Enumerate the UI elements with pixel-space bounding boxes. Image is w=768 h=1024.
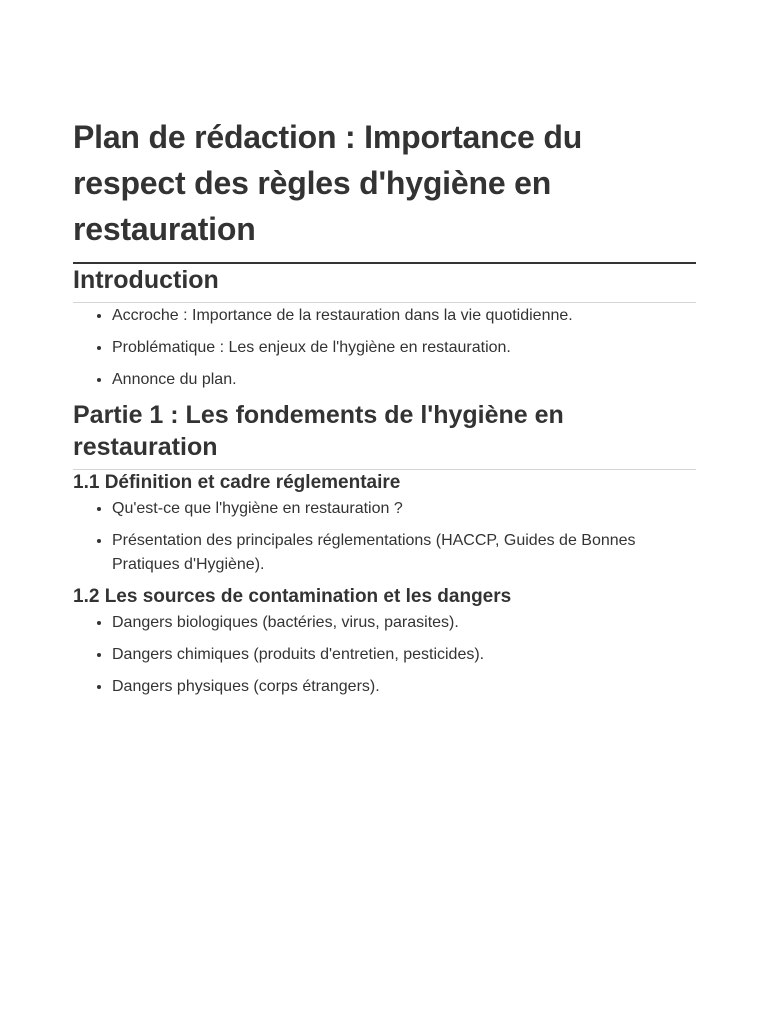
introduction-heading: Introduction: [73, 266, 219, 294]
list-item: • Présentation des principales réglementations (HACCP, Guides de Bonnes Pratiques d'Hygiène).: [112, 528, 696, 577]
document-title: Plan de rédaction : Importance du respect des règles d'hygiène en restauration: [73, 119, 583, 247]
section-1-2-heading: 1.2 Les sources de contamination et les dangers: [73, 586, 512, 607]
list-item: • Annonce du plan.: [112, 367, 696, 392]
partie1-heading: Partie 1 : Les fondements de l'hygiène en restauration: [73, 401, 564, 461]
introduction-list: [73, 303, 696, 392]
list-item: • Accroche : Importance de la restauration dans la vie quotidienne.: [112, 303, 696, 328]
list-item: • Dangers biologiques (bactéries, virus, parasites).: [112, 610, 696, 635]
list-item: • Qu'est-ce que l'hygiène en restauration ?: [112, 496, 696, 521]
list-item: • Dangers chimiques (produits d'entretien, pesticides).: [112, 642, 696, 667]
list-item: • Problématique : Les enjeux de l'hygiène en restauration.: [112, 335, 696, 360]
section-1-1-heading: 1.1 Définition et cadre réglementaire: [73, 472, 401, 493]
section-1-1-list: [73, 496, 696, 577]
list-item: • Dangers physiques (corps étrangers).: [112, 674, 696, 699]
section-1-2-list: [73, 610, 696, 699]
